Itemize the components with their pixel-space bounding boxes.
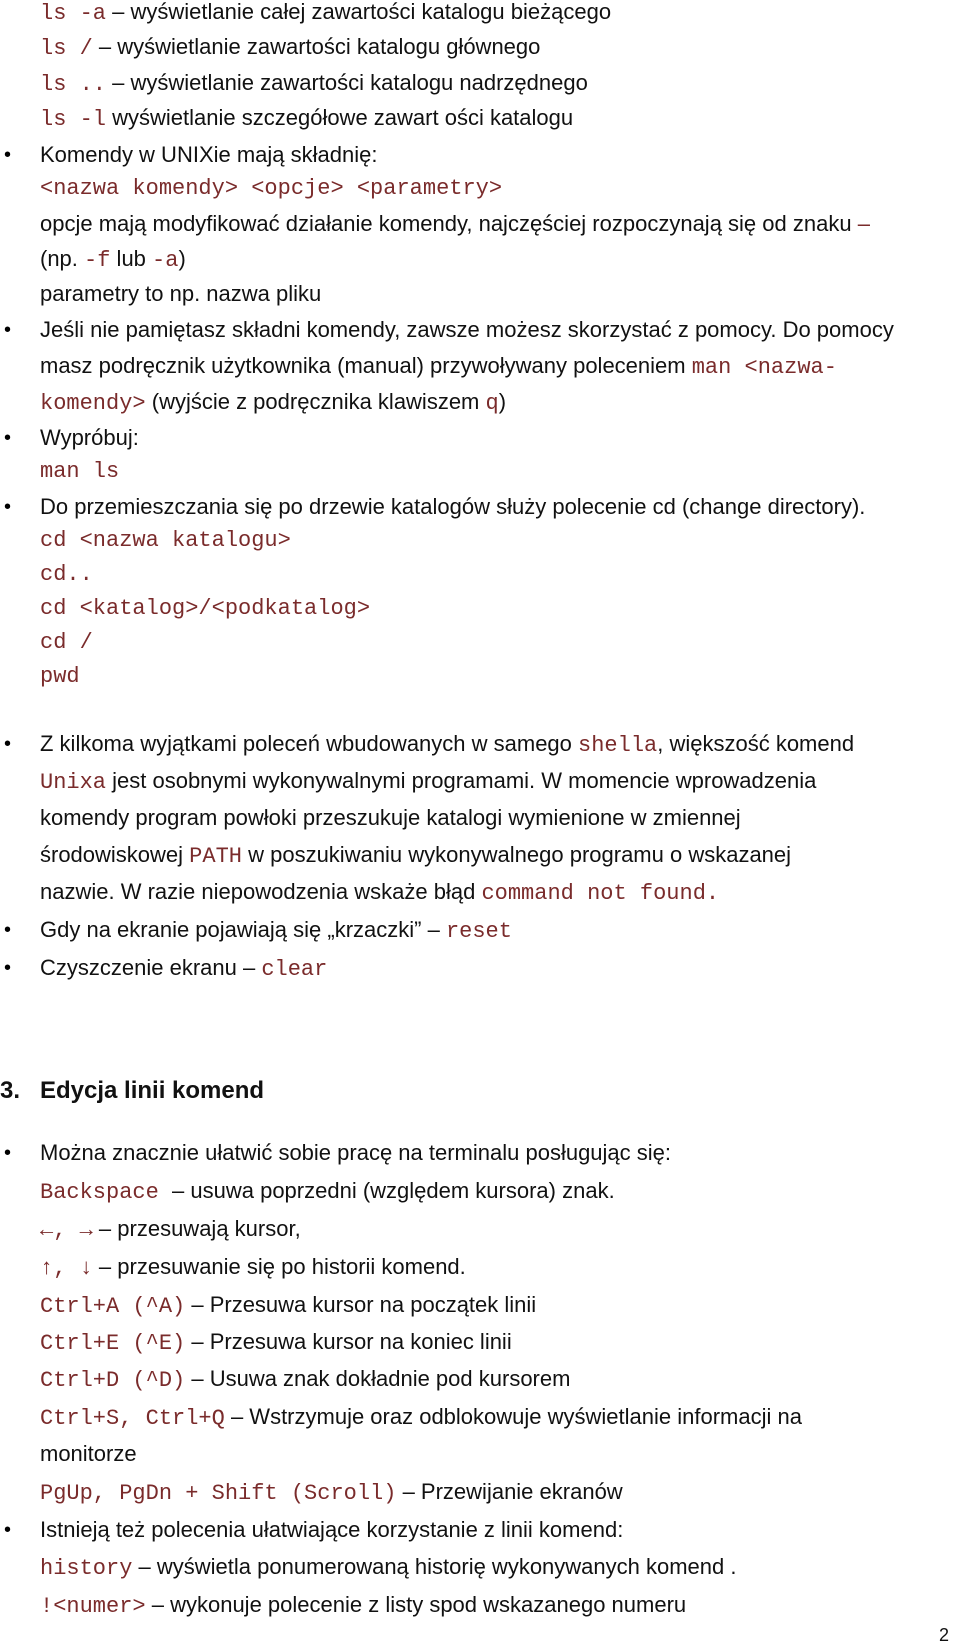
key-q: q	[485, 391, 499, 416]
page-number: 2	[939, 1625, 950, 1645]
manual-exit-close: )	[498, 389, 507, 414]
history-command: history	[40, 1556, 133, 1581]
shell-text: środowiskowej	[40, 842, 190, 867]
cd-command: cd <katalog>/<podkatalog>	[40, 596, 371, 621]
arrow-left-right-icon: ←, →	[40, 1218, 93, 1243]
key-line	[40, 1400, 950, 1434]
ls-a-command: ls -a	[40, 1, 107, 26]
clear-line	[40, 951, 950, 985]
key-combo: PgUp, PgDn + Shift (Scroll)	[40, 1481, 397, 1506]
key-combo: Ctrl+E (^E)	[40, 1331, 186, 1356]
bang-command: !<numer>	[40, 1594, 146, 1619]
reset-command: reset	[445, 919, 512, 944]
key-desc: – usuwa poprzedni (względem kursora) znak.	[172, 1178, 615, 1203]
clear-text: Czyszczenie ekranu –	[40, 955, 262, 980]
ls-l-desc: wyświetlanie szczegółowe zawart ości katalogu	[106, 105, 574, 130]
key-line	[40, 1475, 950, 1509]
man-command: man <nazwa-	[691, 355, 837, 380]
shell-line-4	[40, 838, 950, 872]
ls-up-desc: – wyświetlanie zawartości katalogu nadrzędnego	[106, 70, 588, 95]
error-message: command not found.	[481, 881, 720, 906]
bullet-icon: •	[4, 1519, 12, 1541]
shell-text: Z kilkoma wyjątkami poleceń wbudowanych w samego	[40, 731, 579, 756]
bang-desc: – wykonuje polecenie z listy spod wskazanego numeru	[145, 1592, 687, 1617]
ls-l-line	[40, 101, 950, 135]
bullet-icon: •	[4, 144, 12, 166]
shell-text: jest osobnymi wykonywalnymi programami. W momencie wprowadzenia	[106, 768, 817, 793]
bullet-icon: •	[4, 919, 12, 941]
bullet-icon: •	[4, 427, 12, 449]
clear-command: clear	[261, 957, 328, 982]
cd-intro: Do przemieszczania się po drzewie katalogów służy polecenie cd (change directory).	[40, 494, 866, 519]
path-variable: PATH	[189, 844, 242, 869]
man-command-cont: komendy>	[40, 391, 146, 416]
flag-f: -f	[84, 248, 111, 273]
unixa-term: Unixa	[40, 770, 107, 795]
key-line-continued	[40, 1437, 950, 1471]
bullet-icon: •	[4, 733, 12, 755]
ls-a-line	[40, 0, 950, 29]
history-desc: – wyświetla ponumerowaną historię wykonywanych komend .	[132, 1554, 737, 1579]
pwd-command: pwd	[40, 664, 80, 689]
options-dash: –	[857, 211, 870, 236]
key-combo: Backspace	[40, 1180, 173, 1205]
shell-line-3: komendy program powłoki przeszukuje katalogi wymienione w zmiennej	[40, 805, 741, 830]
key-combo: Ctrl+S, Ctrl+Q	[40, 1406, 225, 1431]
syntax-template: <nazwa komendy> <opcje> <parametry>	[40, 176, 503, 201]
ls-l-command: ls -l	[40, 107, 107, 132]
key-line	[40, 1325, 950, 1359]
options-example-close: )	[178, 246, 186, 271]
manual-line-3	[40, 385, 950, 419]
bullet-icon: •	[4, 319, 12, 341]
key-desc: – Przesuwa kursor na początek linii	[185, 1292, 537, 1317]
bullet-icon: •	[4, 1142, 12, 1164]
cd-command: cd <nazwa katalogu>	[40, 528, 291, 553]
cd-command: cd..	[40, 562, 93, 587]
manual-line-1: Jeśli nie pamiętasz składni komendy, zawsze możesz skorzystać z pomocy. Do pomocy	[40, 317, 894, 342]
bullet-icon: •	[4, 957, 12, 979]
ls-a-desc: – wyświetlanie całej zawartości katalogu bieżącego	[106, 0, 612, 24]
ls-up-line	[40, 66, 950, 100]
manual-text: masz podręcznik użytkownika (manual) przywoływany poleceniem	[40, 353, 692, 378]
shell-line-1	[40, 727, 950, 761]
options-example-lub: lub	[110, 246, 153, 271]
section-number: 3.	[0, 1077, 21, 1104]
key-line	[40, 1362, 950, 1396]
section-title: Edycja linii komend	[40, 1077, 265, 1104]
flag-a: -a	[152, 248, 179, 273]
options-line	[40, 207, 950, 241]
section-heading	[0, 1073, 264, 1109]
shell-line-2	[40, 764, 950, 798]
options-example-open: (np.	[40, 246, 85, 271]
try-command: man ls	[40, 459, 120, 484]
bullet-icon: •	[4, 496, 12, 518]
manual-line-2	[40, 349, 950, 383]
options-example-line	[40, 242, 950, 276]
key-desc: – przesuwanie się po historii komend.	[92, 1254, 466, 1279]
shella-term: shella	[578, 733, 658, 758]
reset-text: Gdy na ekranie pojawiają się „krzaczki” –	[40, 917, 446, 942]
key-desc: monitorze	[40, 1441, 137, 1466]
key-combo: Ctrl+A (^A)	[40, 1294, 186, 1319]
options-text: opcje mają modyfikować działanie komendy, najczęściej rozpoczynają się od znaku	[40, 211, 858, 236]
other-commands-intro: Istnieją też polecenia ułatwiające korzystanie z linii komend:	[40, 1517, 624, 1542]
key-combo: Ctrl+D (^D)	[40, 1368, 186, 1393]
key-desc: – Usuwa znak dokładnie pod kursorem	[185, 1366, 571, 1391]
ls-root-desc: – wyświetlanie zawartości katalogu głównego	[92, 34, 541, 59]
key-line	[40, 1212, 950, 1246]
params-line: parametry to np. nazwa pliku	[40, 281, 322, 306]
ls-root-command: ls /	[40, 36, 93, 61]
key-desc: – przesuwają kursor,	[92, 1216, 301, 1241]
bang-line	[40, 1588, 950, 1622]
key-desc: – Wstrzymuje oraz odblokowuje wyświetlanie informacji na	[224, 1404, 802, 1429]
key-line	[40, 1174, 950, 1208]
shell-line-5	[40, 875, 950, 909]
ls-up-command: ls ..	[40, 72, 107, 97]
key-desc: – Przesuwa kursor na koniec linii	[185, 1329, 512, 1354]
manual-exit-text: (wyjście z podręcznika klawiszem	[145, 389, 486, 414]
syntax-intro: Komendy w UNIXie mają składnię:	[40, 142, 378, 167]
ls-root-line	[40, 30, 950, 64]
key-desc: – Przewijanie ekranów	[396, 1479, 623, 1504]
key-line	[40, 1288, 950, 1322]
editing-intro: Można znacznie ułatwić sobie pracę na terminalu posługując się:	[40, 1140, 672, 1165]
reset-line	[40, 913, 950, 947]
cd-command: cd /	[40, 630, 93, 655]
shell-text: w poszukiwaniu wykonywalnego programu o wskazanej	[241, 842, 792, 867]
shell-text: , większość komend	[657, 731, 855, 756]
key-line	[40, 1250, 950, 1284]
history-line	[40, 1550, 950, 1584]
arrow-up-down-icon: ↑, ↓	[40, 1256, 93, 1281]
try-label: Wypróbuj:	[40, 425, 139, 450]
shell-text: nazwie. W razie niepowodzenia wskaże błąd	[40, 879, 482, 904]
